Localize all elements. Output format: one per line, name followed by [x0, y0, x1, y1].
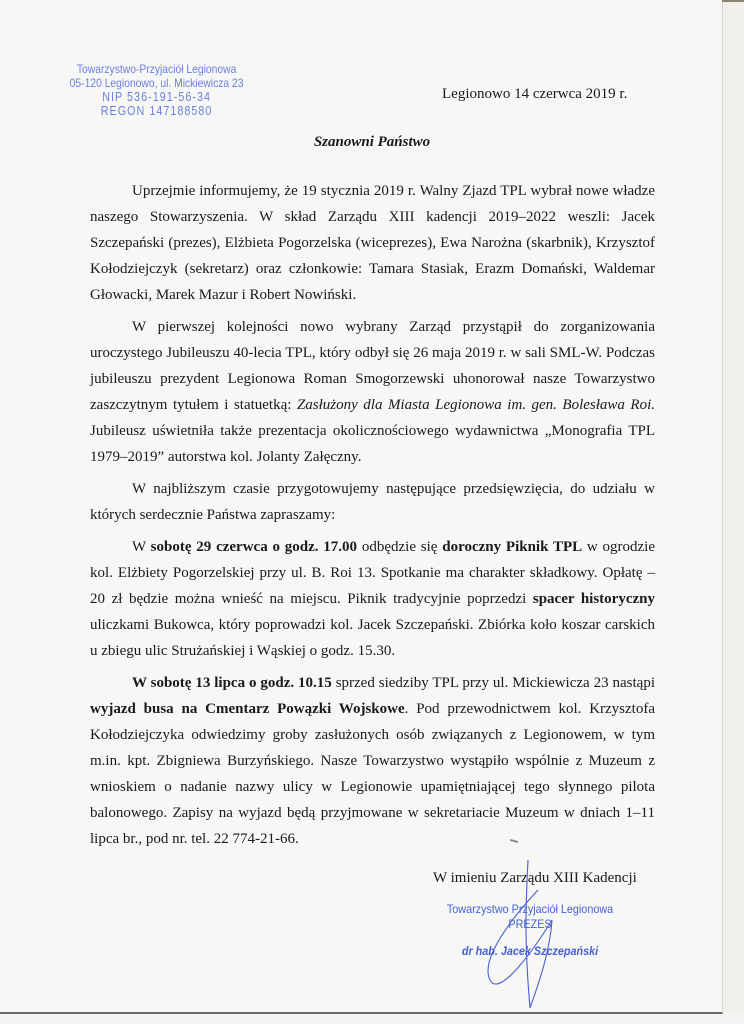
- text: W pierwszej kolejności nowo wybrany Zarząd przystąpił do zorganizowania uroczystego Jubileuszu 40-lecia TPL, który odbył się 26 maja 2019 r. w sali SML-W. Podczas jubileuszu prezydent Legionowa Roman Smogorzewski uhonorował nasze Towarzystwo zaszczytnym tytułem i statuetką:: [90, 319, 655, 413]
- stamp-regon: REGON 147188580: [100, 104, 213, 118]
- paragraph-trip: [90, 670, 655, 852]
- trip-date: W sobotę 13 lipca o godz. 10.15: [132, 675, 332, 691]
- text: sprzed siedziby TPL przy ul. Mickiewicza 23 nastąpi: [331, 675, 655, 691]
- signature-role: PREZES: [508, 917, 552, 931]
- closing-line: W imieniu Zarządu XIII Kadencji: [433, 870, 637, 886]
- salutation: Szanowni Państwo: [313, 134, 431, 150]
- letter-body: [90, 178, 655, 858]
- text: Jubileusz uświetniła także prezentacja okolicznościowego wydawnictwa „Monografia TPL 1979–2019” autorstwa kol. Jolanty Załęczny.: [90, 423, 655, 465]
- picnic-name: doroczny Piknik TPL: [442, 539, 583, 555]
- trip-name: wyjazd busa na Cmentarz Powązki Wojskowe: [90, 701, 405, 717]
- paragraph-picnic: [90, 534, 655, 664]
- text: W: [132, 539, 151, 555]
- stamp-address: 05-120 Legionowo, ul. Mickiewicza 23: [69, 76, 244, 90]
- letterhead-stamp: [62, 62, 251, 118]
- stamp-org-name: Towarzystwo-Przyjaciół Legionowa: [76, 62, 237, 76]
- scan-edge: [723, 0, 744, 1012]
- text: . Pod przewodnictwem kol. Krzysztofa Kołodziejczyka odwiedzimy groby zasłużonych osób związanych z Legionowem, w tym m.in. kpt. Zbigniewa Burzyńskiego. Nasze Towarzystwo wystąpiło wspólnie z Muzeum z wnioskiem o nadanie nazwy ulicy w Legionowie upamiętniającej tego słynnego pilota balonowego. Zapisy na wyjazd będą przyjmowane w sekretariacie Muzeum w dniach 1–11 lipca br., pod nr. tel. 22 774-21-66.: [90, 701, 656, 847]
- paragraph-election: Uprzejmie informujemy, że 19 stycznia 2019 r. Walny Zjazd TPL wybrał nowe władze naszego Stowarzyszenia. W skład Zarządu XIII kadencji 2019–2022 weszli: Jacek Szczepański (prezes), Elżbieta Pogorzelska (wiceprezes), Ewa Narożna (skarbnik), Krzysztof Kołodziejczyk (sekretarz) oraz członkowie: Tamara Stasiak, Erazm Domański, Waldemar Głowacki, Marek Mazur i Robert Nowiński.: [90, 183, 655, 303]
- paragraph-jubilee: [90, 314, 655, 470]
- text: odbędzie się: [357, 539, 443, 555]
- signature-org: Towarzystwo Przyjaciół Legionowa: [446, 902, 614, 916]
- signature-name: dr hab. Jacek Szczepański: [461, 944, 599, 958]
- award-title: Zasłużony dla Miasta Legionowa im. gen. Bolesława Roi.: [296, 397, 656, 413]
- picnic-date: sobotę 29 czerwca o godz. 17.00: [150, 539, 358, 555]
- stamp-nip: NIP 536-191-56-34: [102, 90, 211, 104]
- walk-name: spacer historyczny: [532, 591, 655, 607]
- text: w ogrodzie kol. Elżbiety Pogorzelskiej przy ul. B. Roi 13. Spotkanie ma charakter składkowy. Opłatę – 20 zł będzie można wnieść na miejscu. Piknik tradycyjnie poprzedzi: [90, 539, 656, 607]
- text: uliczkami Bukowca, który poprowadzi kol. Jacek Szczepański. Zbiórka koło koszar carskich u zbiegu ulic Strużańskiej i Wąskiej o godz. 15.30.: [90, 617, 655, 659]
- handwritten-signature-icon: [470, 860, 610, 1010]
- paragraph-invitation: W najbliższym czasie przygotowujemy następujące przedsięwzięcia, do udziału w których serdecznie Państwa zapraszamy:: [90, 481, 655, 523]
- date-line: Legionowo 14 czerwca 2019 r.: [442, 86, 628, 102]
- scan-edge-mark: [722, 0, 744, 2]
